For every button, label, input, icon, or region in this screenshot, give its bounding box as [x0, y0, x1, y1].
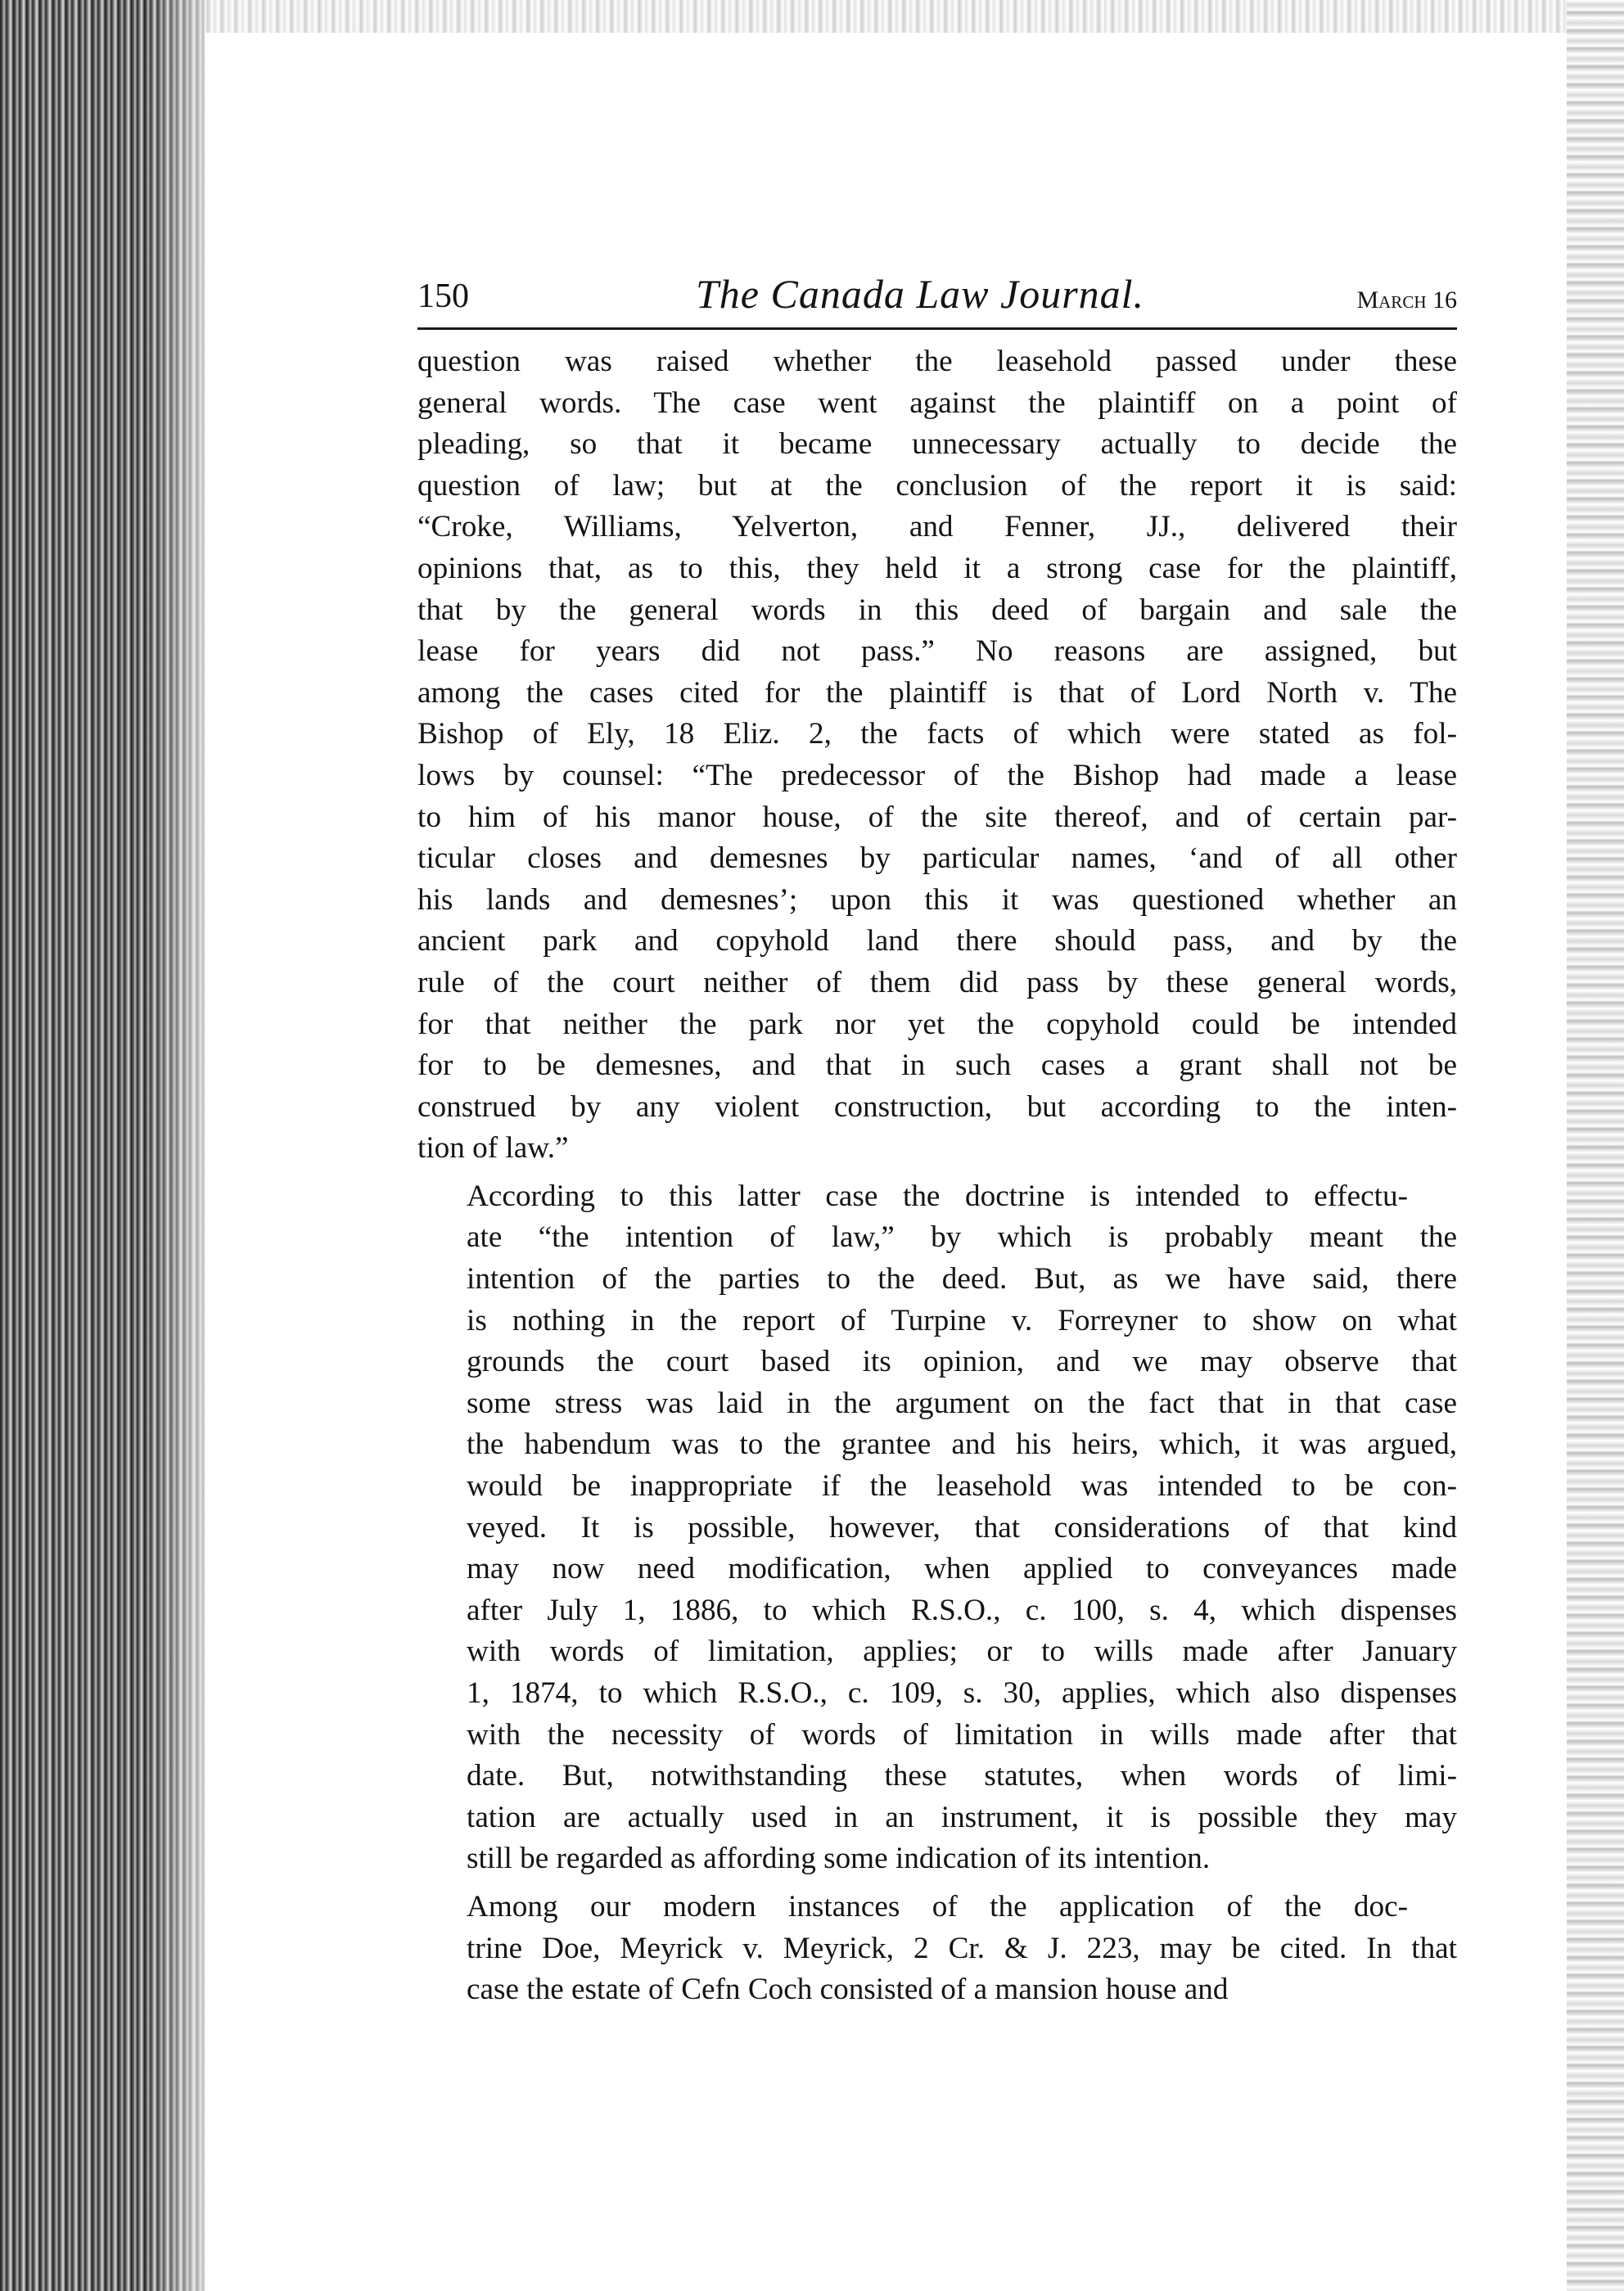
text-line: lows by counsel: “The predecessor of the Bishop had made a lease — [417, 758, 1457, 792]
text-line: among the cases cited for the plaintiff is that of Lord North v. The — [417, 675, 1457, 710]
text-line: general words. The case went against the plaintiff on a point of — [417, 386, 1457, 420]
text-line: tation are actually used in an instrument, it is possible they may — [467, 1800, 1457, 1834]
issue-date: March 16 — [1356, 286, 1457, 313]
paragraph — [417, 1887, 1457, 2011]
text-line: is nothing in the report of Turpine v. Forreyner to show on what — [467, 1303, 1457, 1337]
article-body — [417, 341, 1457, 2011]
text-line: intention of the parties to the deed. But, as we have said, there — [467, 1262, 1457, 1297]
scan-binding-fade — [147, 0, 246, 2291]
text-line: rule of the court neither of them did pass by these general words, — [417, 965, 1457, 999]
text-line: the habendum was to the grantee and his heirs, which, it was argued, — [467, 1427, 1457, 1462]
text-line: his lands and demesnes’; upon this it was questioned whether an — [417, 882, 1457, 917]
text-line: ticular closes and demesnes by particular names, ‘and of all other — [417, 841, 1457, 876]
text-line: may now need modification, when applied to conveyances made — [467, 1552, 1457, 1586]
text-line: 1, 1874, to which R.S.O., c. 109, s. 30, applies, which also dispenses — [467, 1676, 1457, 1710]
text-line: grounds the court based its opinion, and we may observe that — [467, 1345, 1457, 1379]
scan-right-edge — [1567, 0, 1624, 2291]
text-line: Bishop of Ely, 18 Eliz. 2, the facts of which were stated as fol- — [417, 717, 1457, 751]
text-line: Among our modern instances of the application of the doc- — [467, 1889, 1408, 1923]
running-head — [417, 270, 1457, 330]
page-number: 150 — [417, 277, 469, 315]
text-line: ate “the intention of law,” by which is probably meant the — [467, 1220, 1457, 1255]
text-line: some stress was laid in the argument on the fact that in that case — [467, 1386, 1457, 1420]
text-line: question was raised whether the leasehold passed under these — [417, 345, 1457, 378]
text-line: ancient park and copyhold land there should pass, and by the — [417, 924, 1457, 958]
text-line: still be regarded as affording some indication of its intention. — [467, 1842, 1211, 1876]
text-line: to him of his manor house, of the site thereof, and of certain par- — [417, 800, 1457, 834]
text-line: question of law; but at the conclusion of the report it is said: — [417, 468, 1457, 503]
text-line: pleading, so that it became unnecessary actually to decide the — [417, 427, 1457, 462]
text-line: opinions that, as to this, they held it a strong case for the plaintiff, — [417, 551, 1457, 585]
paragraph — [417, 1176, 1457, 1880]
journal-title: The Canada Law Journal. — [696, 271, 1145, 317]
text-line: construed by any violent construction, but according to the inten- — [417, 1089, 1457, 1124]
text-line: with words of limitation, applies; or to wills made after January — [467, 1635, 1457, 1669]
text-line: that by the general words in this deed of bargain and sale the — [417, 593, 1457, 627]
text-line: would be inappropriate if the leasehold was intended to be con- — [467, 1469, 1457, 1504]
text-line: veyed. It is possible, however, that considerations of that kind — [467, 1510, 1457, 1545]
text-line: trine Doe, Meyrick v. Meyrick, 2 Cr. & J. 223, may be cited. In that — [467, 1931, 1457, 1965]
text-line: “Croke, Williams, Yelverton, and Fenner, JJ., delivered their — [417, 510, 1457, 544]
text-line: lease for years did not pass.” No reasons are assigned, but — [417, 634, 1457, 669]
text-line: after July 1, 1886, to which R.S.O., c. 100, s. 4, which dispenses — [467, 1593, 1457, 1627]
text-line: tion of law.” — [417, 1131, 569, 1166]
text-line: for to be demesnes, and that in such cases a grant shall not be — [417, 1049, 1457, 1083]
text-line: date. But, notwithstanding these statutes, when words of limi- — [467, 1759, 1457, 1793]
text-line: According to this latter case the doctrine is intended to effectu- — [467, 1179, 1408, 1213]
journal-page — [417, 270, 1457, 2011]
text-line: for that neither the park nor yet the copyhold could be intended — [417, 1007, 1457, 1041]
paragraph — [417, 341, 1457, 1170]
text-line: case the estate of Cefn Coch consisted of a mansion house and — [467, 1973, 1229, 2007]
text-line: with the necessity of words of limitation in wills made after that — [467, 1717, 1457, 1752]
scan-top-edge — [205, 0, 1624, 33]
